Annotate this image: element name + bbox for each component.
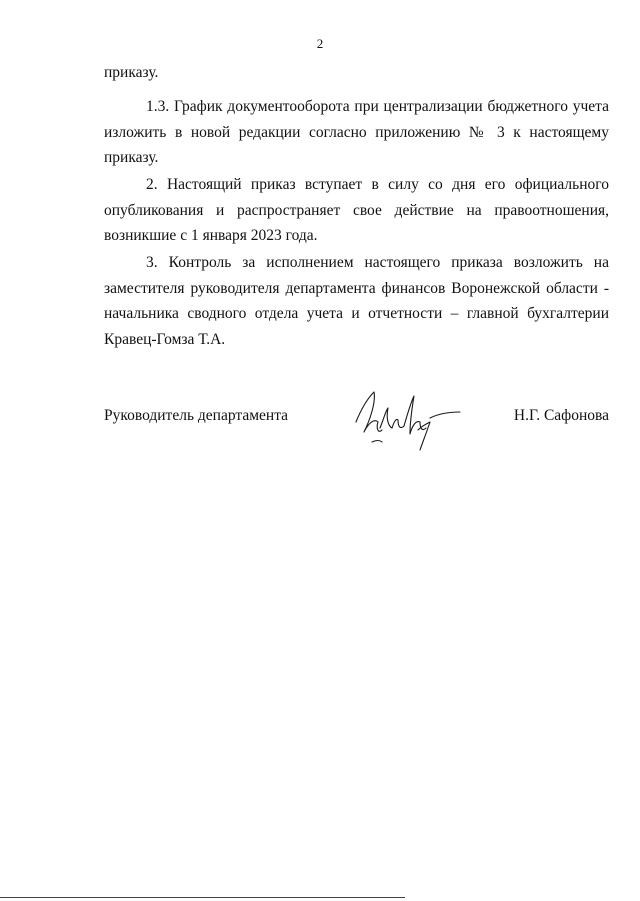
paragraph-item-1-3: 1.3. График документооборота при централизации бюджетного учета изложить в новой редакции согласно приложению № 3 к настоящему приказу.: [104, 98, 609, 166]
handwritten-signature: [352, 382, 462, 452]
paragraph-item-2: 2. Настоящий приказ вступает в силу со дня его официального опубликования и распространяет свое действие на правоотношения, возникшие с 1 января 2023 года.: [104, 176, 609, 244]
page-number: 2: [316, 36, 324, 51]
signatory-position: Руководитель департамента: [104, 407, 289, 424]
footer-divider: [0, 897, 405, 898]
signature-block: [104, 406, 609, 446]
signatory-name: Н.Г. Сафонова: [513, 407, 609, 424]
paragraph-item-3: 3. Контроль за исполнением настоящего приказа возложить на заместителя руководителя департамента финансов Воронежской области - начальника сводного отдела учета и отчетности – главной бухгалтерии Кравец-Гомза Т.А.: [104, 254, 609, 348]
paragraph-continuation: приказу.: [104, 64, 159, 81]
